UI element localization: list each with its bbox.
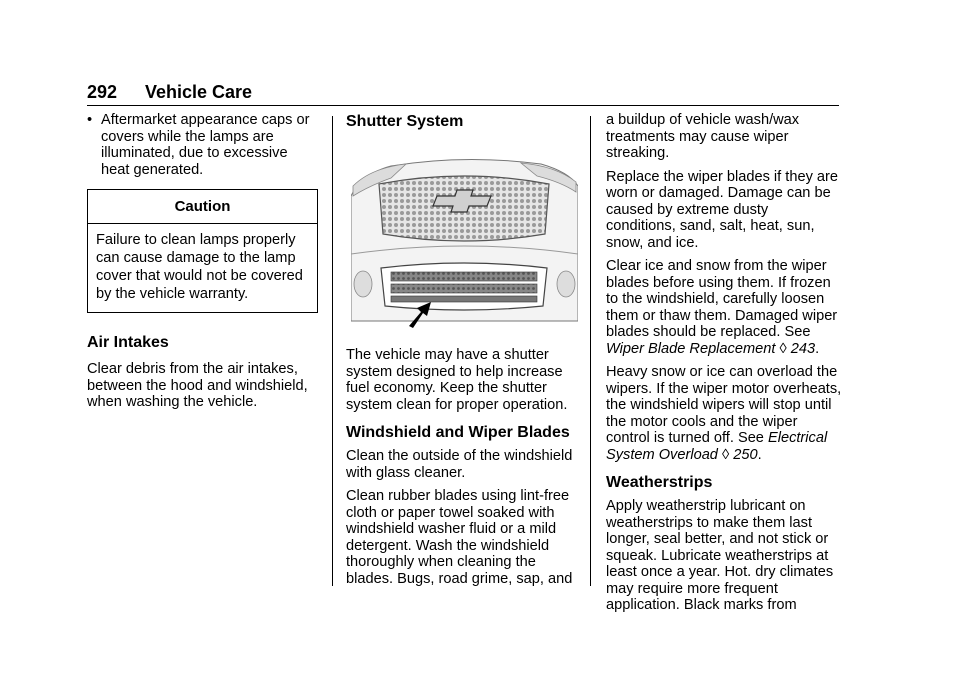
page-ref-icon: ◊ <box>722 446 730 463</box>
wiper-blade-replacement-link[interactable]: Wiper Blade Replacement <box>606 340 776 357</box>
shutter-system-illustration <box>351 156 578 331</box>
wiper-text-3 <box>606 258 842 357</box>
caution-body: Failure to clean lamps properly can cause damage to the lamp cover that would not be covered by the vehicle warranty. <box>96 232 303 302</box>
page-ref-250[interactable]: 250 <box>733 446 758 463</box>
column-divider-1 <box>332 116 333 586</box>
windshield-text-1: Clean the outside of the windshield with glass cleaner. <box>346 448 573 481</box>
windshield-wiper-heading: Windshield and Wiper Blades <box>346 424 570 441</box>
column-2 <box>346 112 576 594</box>
shutter-system-heading: Shutter System <box>346 113 464 130</box>
header-rule <box>87 105 839 106</box>
caution-title: Caution <box>88 190 317 224</box>
column-divider-2 <box>590 116 591 586</box>
air-intakes-heading: Air Intakes <box>87 334 169 351</box>
section-title: Vehicle Care <box>145 82 253 102</box>
bullet-item <box>87 112 319 178</box>
page-number: 292 <box>87 82 118 102</box>
page-ref-243[interactable]: 243 <box>790 340 816 357</box>
bullet-text: Aftermarket appearance caps or covers while the lamps are illuminated, due to excessive heat generated. <box>101 112 310 178</box>
shutter-system-text: The vehicle may have a shutter system designed to help increase fuel economy. Keep the shutter system clean for proper operation. <box>346 347 568 413</box>
period: . <box>815 340 820 357</box>
bullet-mark: • <box>87 112 93 128</box>
page-ref-icon: ◊ <box>779 340 787 357</box>
wiper-text-4 <box>606 364 842 463</box>
air-intakes-text: Clear debris from the air intakes, between the hood and windshield, when washing the vehicle. <box>87 361 308 410</box>
column-1 <box>87 112 319 418</box>
weatherstrips-heading: Weatherstrips <box>606 474 713 491</box>
wiper-text-2: Replace the wiper blades if they are worn or damaged. Damage can be caused by extreme dusty conditions, sand, salt, heat, sun, snow, and ice. <box>606 168 839 251</box>
wiper-text-3-body: Clear ice and snow from the wiper blades before using them. If frozen to the windshield, carefully loosen them or thaw them. Damaged wiper blades should be replaced. See <box>606 258 838 340</box>
page-header <box>87 82 252 103</box>
wiper-text-1: a buildup of vehicle wash/wax treatments may cause wiper streaking. <box>606 112 800 161</box>
wiper-text-4-body: Heavy snow or ice can overload the wipers. If the wiper motor overheats, the windshield wipers will stop until the motor cools and the wiper control is turned off. See <box>606 364 842 446</box>
period: . <box>757 446 762 463</box>
weatherstrips-text: Apply weatherstrip lubricant on weatherstrips to make them last longer, seal better, and not stick or squeak. Lubricate weatherstrips at least once a year. Hot. dry climates may require more frequent application. Black marks from <box>606 498 834 613</box>
column-3 <box>606 112 842 621</box>
caution-box <box>87 189 318 313</box>
electrical-system-overload-link[interactable]: Electrical System Overload <box>606 430 828 463</box>
windshield-text-2: Clean rubber blades using lint-free cloth or paper towel soaked with windshield washer fluid or a mild detergent. Wash the windshield thoroughly when cleaning the blades. Bugs, road grime, sap, and <box>346 488 573 587</box>
